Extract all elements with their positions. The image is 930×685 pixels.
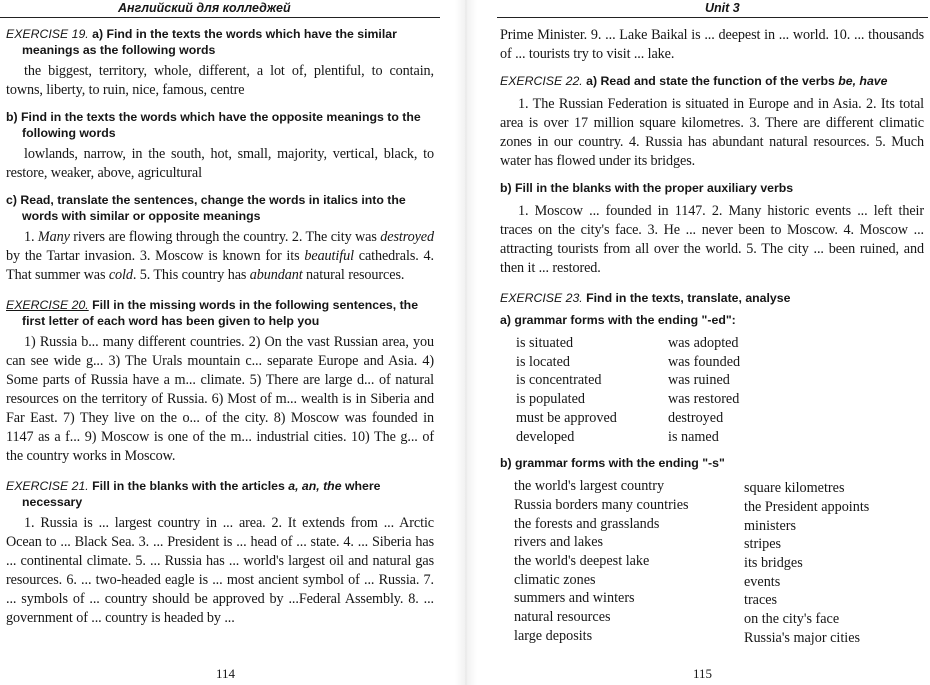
exercise-23a-col-1	[516, 334, 668, 446]
exercise-20-body: 1) Russia b... many different countries. 2) On the vast Russian area, you can see wide g... 3) The Urals mountain c... separate Europe and Asia. 4) Some parts of Russia have a m... climate. 5) There are large d... of natural resources on the territory of Russia. 6) Most of m... wealth is in Siberia and Far East. 7) They live on the o... of the city. 8) Moscow was founded in 1147 as a f... 9) Moscow is one of the m... industrial cities. 10) The g... of the country works in Moscow.	[6, 334, 434, 464]
list-item: Russia's major cities	[744, 629, 861, 646]
exercise-23a-heading: a) grammar forms with the ending "-ed":	[500, 313, 736, 327]
right-page	[482, 0, 928, 685]
list-item: must be approved	[516, 409, 617, 426]
italic-word: beautiful	[304, 248, 354, 264]
list-item: the President appoints	[744, 498, 870, 515]
right-page-content	[500, 26, 924, 648]
left-page-number: 114	[216, 666, 236, 681]
exercise-22b-heading: b) Fill in the blanks with the proper auxiliary verbs	[500, 181, 794, 195]
exercise-21-heading	[6, 478, 434, 510]
list-item: on the city's face	[744, 611, 840, 628]
italic-word: cold	[108, 267, 133, 283]
exercise-22a-heading: a) Read and state the function of the verbs	[586, 74, 839, 88]
exercise-23-number: EXERCISE 23.	[500, 291, 583, 305]
exercise-19b-body: lowlands, narrow, in the south, hot, small, majority, vertical, black, to restore, weaker, above, agricultural	[6, 146, 434, 181]
list-item: is located	[516, 353, 570, 370]
exercise-19a-body: the biggest, territory, whole, different, a lot of, plentiful, to contain, towns, liberty, to ruin, nice, famous, centre	[6, 63, 434, 98]
left-page	[0, 0, 450, 685]
text-run: . 5. This country has	[132, 267, 250, 283]
list-item: developed	[516, 428, 575, 445]
left-header-text: Английский для колледжей	[118, 1, 291, 15]
list-item: stripes	[744, 536, 782, 553]
list-item: the forests and grasslands	[514, 515, 660, 532]
exercise-19c-body	[6, 228, 434, 285]
italic-word: Many	[37, 229, 70, 245]
text-run: 1.	[24, 229, 38, 245]
exercise-19a-heading: a) Find in the texts the words which have the similar meanings as the following words	[22, 27, 397, 57]
list-item: is named	[668, 428, 719, 445]
exercise-19c-heading: c) Read, translate the sentences, change the words in italics into the words with similar or opposite meanings	[6, 193, 406, 223]
exercise-20-heading	[6, 297, 434, 329]
exercise-22a-body: 1. The Russian Federation is situated in Europe and in Asia. 2. Its total area is over 17 million square kilometres. 3. There are different climatic zones in our country. 4. Russia has abundant natural resources. 5. Much water has flowed under its bridges.	[500, 96, 924, 169]
list-item: is situated	[516, 335, 574, 351]
exercise-21-continuation: Prime Minister. 9. ... Lake Baikal is ... deepest in ... world. 10. ... thousands of ... tourists try to visit ... lake.	[500, 27, 924, 62]
exercise-23b-heading: b) grammar forms with the ending "-s"	[500, 456, 725, 471]
list-item: summers and winters	[514, 590, 635, 607]
list-item: events	[744, 573, 781, 590]
italic-word: abundant	[249, 267, 303, 283]
exercise-23b-col-1	[514, 477, 744, 647]
right-running-head	[497, 0, 928, 18]
exercise-21-body: 1. Russia is ... largest country in ... area. 2. It extends from ... Arctic Ocean to ... Black Sea. 3. ... President is ... head of ... state. 4. ... Siberia has ... continental climate. 5. ... Russia has ... world's largest oil and natural gas resources. 6. ... two-headed eagle is ... most ancient symbol of ... Russia. 7. ... symbols of ... country should be approved by ...Federal Assembly. 8. ... government of ... country is headed by ...	[6, 515, 434, 626]
list-item: its bridges	[744, 555, 803, 572]
exercise-23b-table	[500, 477, 924, 647]
list-item: traces	[744, 592, 778, 609]
exercise-21-articles: a, an, the	[288, 479, 342, 493]
italic-word: destroyed	[380, 229, 434, 245]
exercise-19-heading	[6, 26, 434, 58]
list-item: was ruined	[668, 372, 730, 389]
exercise-20-instruction: Fill in the missing words in the following sentences, the first letter of each word has been given to help you	[22, 298, 419, 328]
book-gutter	[455, 0, 477, 685]
exercise-22-number: EXERCISE 22.	[500, 74, 583, 88]
exercise-23b-col-2	[744, 477, 869, 647]
right-header-text: Unit 3	[705, 1, 740, 15]
list-item: is concentrated	[516, 372, 602, 389]
list-item: is populated	[516, 391, 585, 408]
list-item: was founded	[668, 353, 741, 370]
text-run: rivers are flowing through the country. 2. The city was	[69, 229, 381, 245]
list-item: destroyed	[668, 409, 724, 426]
text-run: natural resources.	[302, 267, 405, 283]
list-item: was adopted	[668, 335, 739, 351]
list-item: large deposits	[514, 627, 593, 644]
text-run: by the Tartar invasion. 3. Moscow is known for its	[6, 248, 305, 264]
exercise-23-heading	[500, 290, 924, 306]
list-item: the world's deepest lake	[514, 553, 650, 570]
exercise-21-instruction: Fill in the blanks with the articles	[92, 479, 289, 493]
exercise-22-heading	[500, 73, 924, 89]
list-item: was restored	[668, 391, 740, 408]
exercise-19b-heading: b) Find in the texts the words which have the opposite meanings to the following words	[6, 110, 421, 140]
list-item: the world's largest country	[514, 478, 665, 495]
exercise-22-verbs: be, have	[838, 74, 888, 88]
exercise-23a-col-2	[668, 334, 740, 446]
right-page-number: 115	[693, 666, 713, 681]
list-item: climatic zones	[514, 571, 596, 588]
list-item: natural resources	[514, 609, 611, 626]
list-item: ministers	[744, 517, 797, 534]
text-run: cathedrals. 4. That summer was	[6, 248, 434, 283]
list-item: square kilometres	[744, 480, 845, 497]
list-item: Russia borders many countries	[514, 496, 689, 513]
left-page-content	[6, 26, 434, 628]
exercise-20-number: EXERCISE 20.	[6, 298, 89, 312]
exercise-21-number: EXERCISE 21.	[6, 479, 89, 493]
exercise-22b-body: 1. Moscow ... founded in 1147. 2. Many historic events ... left their traces on the city's face. 3. He ... never been to Moscow. 4. Moscow ... attracting tourists from all over the world. 5. The city ... been ruined, and then it ... restored.	[500, 203, 924, 276]
list-item: rivers and lakes	[514, 534, 604, 551]
exercise-19-number: EXERCISE 19.	[6, 27, 89, 41]
left-running-head	[0, 0, 440, 18]
exercise-23-instruction: Find in the texts, translate, analyse	[586, 291, 791, 305]
exercise-23a-table	[500, 334, 924, 446]
exercise-21-instruction-end: where necessary	[22, 479, 381, 509]
